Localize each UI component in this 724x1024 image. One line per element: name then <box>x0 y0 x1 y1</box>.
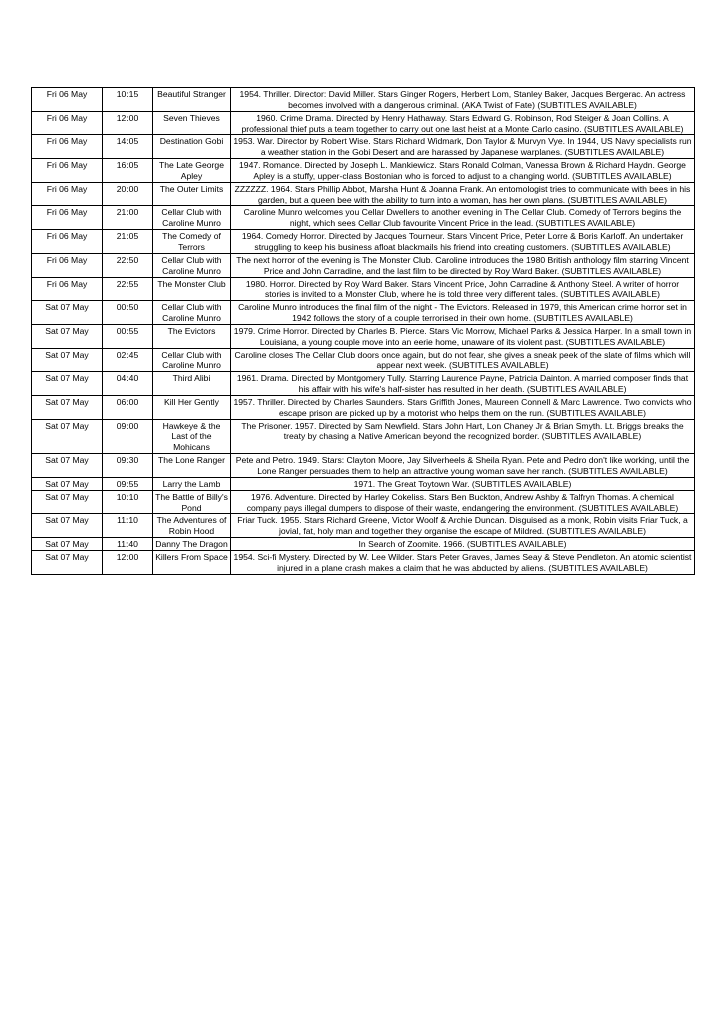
programme-description: Pete and Petro. 1949. Stars: Clayton Moore, Jay Silverheels & Sheila Ryan. Pete and Pedro don't like working, until the Lone Ranger persuades them to help an attractive young woman save her ranch. (SUBTITLES AVAILABLE) <box>231 454 695 478</box>
programme-title: The Comedy of Terrors <box>153 230 231 254</box>
programme-description: Caroline Munro welcomes you Cellar Dwellers to another evening in The Cellar Club. Comedy of Terrors begins the night, which sees Cellar Club favourite Vincent Price in the lead. (SUBTITLES AVAILABLE) <box>231 206 695 230</box>
programme-description: In Search of Zoomite. 1966. (SUBTITLES AVAILABLE) <box>231 538 695 551</box>
airing-time: 11:10 <box>103 514 153 538</box>
airing-day: Sat 07 May <box>32 395 103 419</box>
airing-day: Fri 06 May <box>32 111 103 135</box>
programme-title: Beautiful Stranger <box>153 88 231 112</box>
airing-day: Fri 06 May <box>32 135 103 159</box>
table-row <box>32 454 695 478</box>
table-row <box>32 277 695 301</box>
airing-time: 00:50 <box>103 301 153 325</box>
airing-day: Fri 06 May <box>32 277 103 301</box>
schedule-table <box>31 87 695 575</box>
airing-time: 06:00 <box>103 395 153 419</box>
programme-description: 1979. Crime Horror. Directed by Charles B. Pierce. Stars Vic Morrow, Michael Parks & Jessica Harper. In a small town in Louisiana, a young couple move into an eerie home, unaware of its violent past. (SUBTITLES AVAILABLE) <box>231 324 695 348</box>
programme-title: Cellar Club with Caroline Munro <box>153 253 231 277</box>
table-row <box>32 372 695 396</box>
airing-time: 11:40 <box>103 538 153 551</box>
airing-time: 04:40 <box>103 372 153 396</box>
table-row <box>32 348 695 372</box>
airing-time: 09:30 <box>103 454 153 478</box>
programme-title: The Lone Ranger <box>153 454 231 478</box>
table-row <box>32 550 695 574</box>
airing-day: Fri 06 May <box>32 230 103 254</box>
airing-day: Fri 06 May <box>32 88 103 112</box>
airing-day: Fri 06 May <box>32 159 103 183</box>
programme-title: The Evictors <box>153 324 231 348</box>
airing-day: Sat 07 May <box>32 454 103 478</box>
table-row <box>32 477 695 490</box>
table-row <box>32 135 695 159</box>
programme-title: Kill Her Gently <box>153 395 231 419</box>
programme-description: ZZZZZZ. 1964. Stars Phillip Abbot, Marsha Hunt & Joanna Frank. An entomologist tries to communicate with bees in his garden, but a queen bee with the ability to turn into a woman, has her own plans. (SUBTITLES AVAILABLE) <box>231 182 695 206</box>
table-row <box>32 230 695 254</box>
programme-description: 1954. Sci-fi Mystery. Directed by W. Lee Wilder. Stars Peter Graves, James Seay & Steve Pendleton. An atomic scientist injured in a plane crash makes a claim that he was abducted by aliens. (SUBTITLES AVAILABLE) <box>231 550 695 574</box>
airing-time: 14:05 <box>103 135 153 159</box>
programme-description: 1980. Horror. Directed by Roy Ward Baker. Stars Vincent Price, John Carradine & Anthony Steel. A writer of horror stories is invited to a Monster Club, where he is told three very different tales. (SUBTITLES AVAILABLE) <box>231 277 695 301</box>
airing-day: Sat 07 May <box>32 419 103 454</box>
programme-title: The Adventures of Robin Hood <box>153 514 231 538</box>
airing-day: Sat 07 May <box>32 301 103 325</box>
airing-time: 12:00 <box>103 550 153 574</box>
schedule-body <box>32 88 695 575</box>
airing-day: Sat 07 May <box>32 514 103 538</box>
programme-description: 1971. The Great Toytown War. (SUBTITLES AVAILABLE) <box>231 477 695 490</box>
programme-description: The Prisoner. 1957. Directed by Sam Newfield. Stars John Hart, Lon Chaney Jr & Brian Smyth. Lt. Briggs breaks the treaty by chasing a Native American beyond the recognized border. (SUBTITLES AVAILABLE) <box>231 419 695 454</box>
programme-title: Cellar Club with Caroline Munro <box>153 301 231 325</box>
programme-description: Caroline closes The Cellar Club doors once again, but do not fear, she gives a sneak peek of the slate of films which will appear next week. (SUBTITLES AVAILABLE) <box>231 348 695 372</box>
schedule-page <box>31 87 694 575</box>
airing-day: Sat 07 May <box>32 372 103 396</box>
table-row <box>32 514 695 538</box>
table-row <box>32 88 695 112</box>
table-row <box>32 419 695 454</box>
programme-title: Killers From Space <box>153 550 231 574</box>
airing-time: 22:50 <box>103 253 153 277</box>
programme-description: 1947. Romance. Directed by Joseph L. Mankiewicz. Stars Ronald Colman, Vanessa Brown & Richard Haydn. George Apley is a stuffy, upper-class Bostonian who is forced to adjust to a changing world. (SUBTITLES AVAILABLE) <box>231 159 695 183</box>
table-row <box>32 206 695 230</box>
table-row <box>32 490 695 514</box>
table-row <box>32 111 695 135</box>
airing-day: Sat 07 May <box>32 490 103 514</box>
airing-day: Sat 07 May <box>32 538 103 551</box>
programme-title: Larry the Lamb <box>153 477 231 490</box>
table-row <box>32 538 695 551</box>
table-row <box>32 301 695 325</box>
programme-title: The Late George Apley <box>153 159 231 183</box>
airing-time: 00:55 <box>103 324 153 348</box>
programme-title: Danny The Dragon <box>153 538 231 551</box>
programme-description: 1953. War. Director by Robert Wise. Stars Richard Widmark, Don Taylor & Murvyn Vye. In 1944, US Navy specialists run a weather station in the Gobi Desert and are harassed by Japanese warplanes. (SUBTITLES AVAILABLE) <box>231 135 695 159</box>
airing-day: Sat 07 May <box>32 550 103 574</box>
airing-day: Sat 07 May <box>32 348 103 372</box>
programme-description: The next horror of the evening is The Monster Club. Caroline introduces the 1980 British anthology film starring Vincent Price and John Carradine, and the last film to be directed by Roy Ward Baker. (SUBTITLES AVAILABLE) <box>231 253 695 277</box>
programme-description: 1960. Crime Drama. Directed by Henry Hathaway. Stars Edward G. Robinson, Rod Steiger & Joan Collins. A professional thief puts a team together to carry out one last heist at a Monte Carlo casino. (SUBTITLES AVAILABLE) <box>231 111 695 135</box>
programme-description: 1961. Drama. Directed by Montgomery Tully. Starring Laurence Payne, Patricia Dainton. A married composer finds that his affair with his wife's half-sister has resulted in her death. (SUBTITLES AVAILABLE) <box>231 372 695 396</box>
airing-time: 09:00 <box>103 419 153 454</box>
table-row <box>32 324 695 348</box>
airing-time: 10:15 <box>103 88 153 112</box>
airing-time: 09:55 <box>103 477 153 490</box>
programme-title: Seven Thieves <box>153 111 231 135</box>
airing-time: 10:10 <box>103 490 153 514</box>
table-row <box>32 253 695 277</box>
programme-description: 1954. Thriller. Director: David Miller. Stars Ginger Rogers, Herbert Lom, Stanley Baker, Jacques Bergerac. An actress becomes involved with a dangerous criminal. (AKA Twist of Fate) (SUBTITLES AVAILABLE) <box>231 88 695 112</box>
airing-day: Fri 06 May <box>32 182 103 206</box>
programme-description: 1957. Thriller. Directed by Charles Saunders. Stars Griffith Jones, Maureen Connell & Marc Lawrence. Two convicts who escape prison are picked up by a motorist who helps them on the run. (SUBTITLES AVAILABLE) <box>231 395 695 419</box>
programme-description: 1976. Adventure. Directed by Harley Cokeliss. Stars Ben Buckton, Andrew Ashby & Talfryn Thomas. A chemical company pays illegal dumpers to dispose of their waste, endangering the environment. (SUBTITLES AVAILABLE) <box>231 490 695 514</box>
programme-title: Cellar Club with Caroline Munro <box>153 206 231 230</box>
airing-time: 21:05 <box>103 230 153 254</box>
programme-title: Hawkeye & the Last of the Mohicans <box>153 419 231 454</box>
programme-title: Third Alibi <box>153 372 231 396</box>
programme-description: Caroline Munro introduces the final film of the night - The Evictors. Released in 1979, this American crime horror set in 1942 follows the story of a couple terrorised in their own home. (SUBTITLES AVAILABLE) <box>231 301 695 325</box>
programme-title: Cellar Club with Caroline Munro <box>153 348 231 372</box>
programme-title: Destination Gobi <box>153 135 231 159</box>
table-row <box>32 182 695 206</box>
programme-title: The Battle of Billy's Pond <box>153 490 231 514</box>
airing-day: Sat 07 May <box>32 324 103 348</box>
table-row <box>32 159 695 183</box>
table-row <box>32 395 695 419</box>
airing-time: 02:45 <box>103 348 153 372</box>
airing-day: Fri 06 May <box>32 253 103 277</box>
programme-description: Friar Tuck. 1955. Stars Richard Greene, Victor Woolf & Archie Duncan. Disguised as a monk, Robin visits Friar Tuck, a jovial, fat, holy man and together they organise the escape of Mildred. (SUBTITLES AVAILABLE) <box>231 514 695 538</box>
airing-time: 16:05 <box>103 159 153 183</box>
programme-title: The Monster Club <box>153 277 231 301</box>
airing-time: 12:00 <box>103 111 153 135</box>
airing-day: Sat 07 May <box>32 477 103 490</box>
airing-time: 22:55 <box>103 277 153 301</box>
airing-time: 20:00 <box>103 182 153 206</box>
airing-time: 21:00 <box>103 206 153 230</box>
airing-day: Fri 06 May <box>32 206 103 230</box>
programme-title: The Outer Limits <box>153 182 231 206</box>
programme-description: 1964. Comedy Horror. Directed by Jacques Tourneur. Stars Vincent Price, Peter Lorre & Boris Karloff. An undertaker struggling to keep his business afloat blackmails his friend into creating customers. (SUBTITLES AVAILABLE) <box>231 230 695 254</box>
